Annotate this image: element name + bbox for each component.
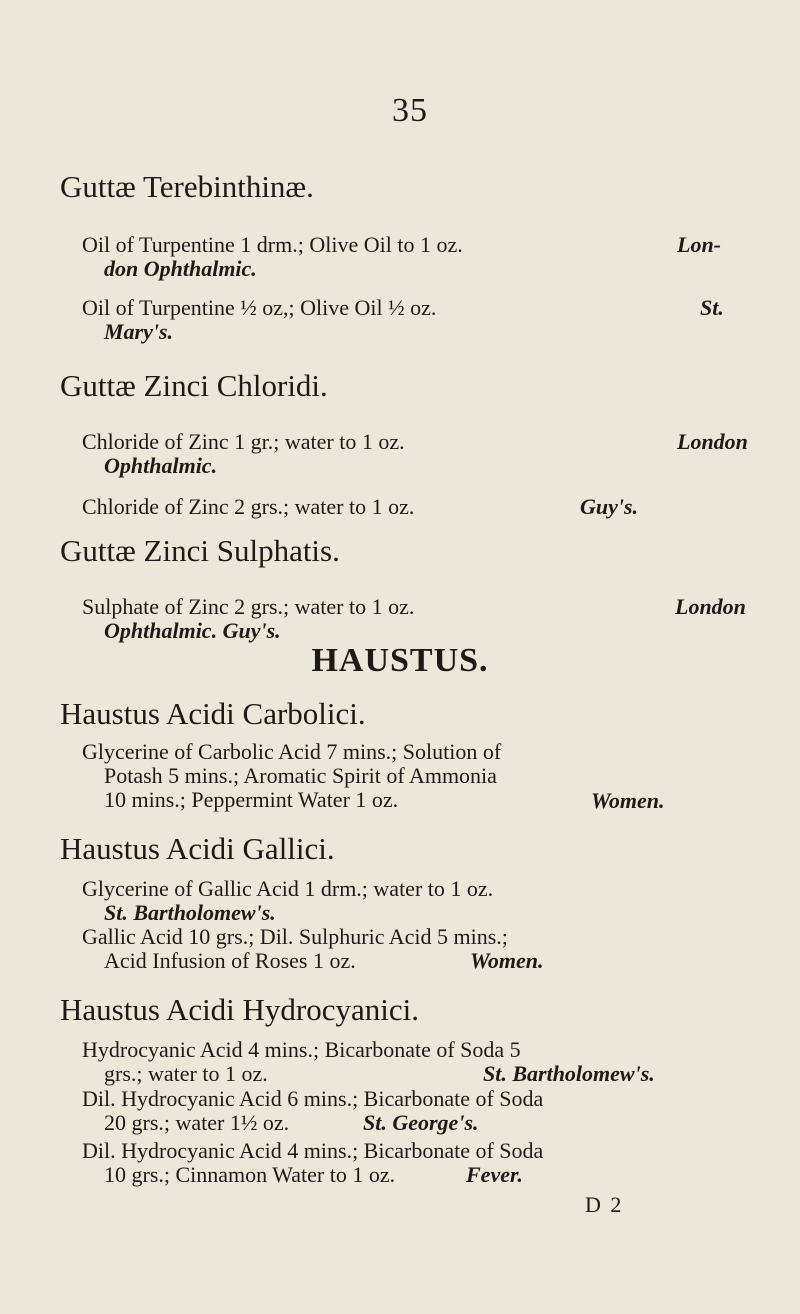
recipe-line: 10 grs.; Cinnamon Water to 1 oz. <box>104 1162 396 1187</box>
recipe-source-tail: St. George's. <box>363 1110 479 1135</box>
recipe-line: Potash 5 mins.; Aromatic Spirit of Ammonia <box>104 763 497 788</box>
recipe-chloridi-2 <box>82 495 762 519</box>
recipe-line: Oil of Turpentine ½ oz,; Olive Oil ½ oz. <box>82 295 437 320</box>
page-number: 35 <box>392 92 428 129</box>
recipe-source-tail: London <box>677 429 748 454</box>
section-title-haustus-acidi-carbolici: Haustus Acidi Carbolici. <box>60 696 366 731</box>
recipe-line: Sulphate of Zinc 2 grs.; water to 1 oz. <box>82 594 415 619</box>
section-title-gutt-zinci-chloridi: Guttæ Zinci Chloridi. <box>60 368 328 403</box>
recipe-source-line: Ophthalmic. <box>104 453 218 478</box>
section-title-haustus-acidi-gallici: Haustus Acidi Gallici. <box>60 831 335 866</box>
recipe-hydrocyanici-1 <box>82 1038 762 1086</box>
recipe-line: Chloride of Zinc 1 gr.; water to 1 oz. <box>82 429 405 454</box>
recipe-line: Dil. Hydrocyanic Acid 4 mins.; Bicarbonate of Soda <box>82 1138 544 1163</box>
main-heading-haustus: HAUSTUS. <box>311 642 489 679</box>
recipe-terebinthinae-2 <box>82 296 762 344</box>
recipe-line: Glycerine of Carbolic Acid 7 mins.; Solution of <box>82 739 502 764</box>
recipe-source-tail: Guy's. <box>580 494 639 519</box>
recipe-line: Dil. Hydrocyanic Acid 6 mins.; Bicarbonate of Soda <box>82 1086 544 1111</box>
recipe-line: 20 grs.; water 1½ oz. <box>104 1110 290 1135</box>
signature-mark: D 2 <box>585 1192 624 1217</box>
recipe-source-tail: Women. <box>591 788 665 813</box>
section-title-gutt-zinci-sulphatis: Guttæ Zinci Sulphatis. <box>60 533 340 568</box>
recipe-source-tail: Lon- <box>677 232 721 257</box>
recipe-source-line: Ophthalmic. Guy's. <box>104 618 281 643</box>
recipe-chloridi-1 <box>82 430 762 478</box>
recipe-line: Hydrocyanic Acid 4 mins.; Bicarbonate of Soda 5 <box>82 1037 521 1062</box>
recipe-hydrocyanici-3 <box>82 1139 762 1187</box>
recipe-gallici-2 <box>82 925 762 973</box>
section-title-gutt-terebinthinae: Guttæ Terebinthinæ. <box>60 169 314 204</box>
recipe-line: 10 mins.; Peppermint Water 1 oz. <box>104 787 399 812</box>
recipe-source-tail: St. Bartholomew's. <box>483 1061 655 1086</box>
recipe-source-line: don Ophthalmic. <box>104 256 257 281</box>
recipe-line: Oil of Turpentine 1 drm.; Olive Oil to 1 oz. <box>82 232 463 257</box>
recipe-source-line: Mary's. <box>104 319 174 344</box>
recipe-source-tail: London <box>675 594 746 619</box>
recipe-source-tail: Women. <box>470 948 544 973</box>
recipe-gallici-1 <box>82 877 762 925</box>
recipe-line: Gallic Acid 10 grs.; Dil. Sulphuric Acid 5 mins.; <box>82 924 508 949</box>
recipe-source-tail: St. <box>700 295 724 320</box>
recipe-line: Acid Infusion of Roses 1 oz. <box>104 948 356 973</box>
recipe-terebinthinae-1 <box>82 233 762 281</box>
recipe-line: Glycerine of Gallic Acid 1 drm.; water to 1 oz. <box>82 876 494 901</box>
recipe-source-tail: Fever. <box>466 1162 523 1187</box>
recipe-source-line: St. Bartholomew's. <box>104 900 276 925</box>
recipe-sulphatis-1 <box>82 595 762 643</box>
recipe-line: Chloride of Zinc 2 grs.; water to 1 oz. <box>82 494 415 519</box>
recipe-line: grs.; water to 1 oz. <box>104 1061 268 1086</box>
section-title-haustus-acidi-hydrocyanici: Haustus Acidi Hydrocyanici. <box>60 992 420 1027</box>
